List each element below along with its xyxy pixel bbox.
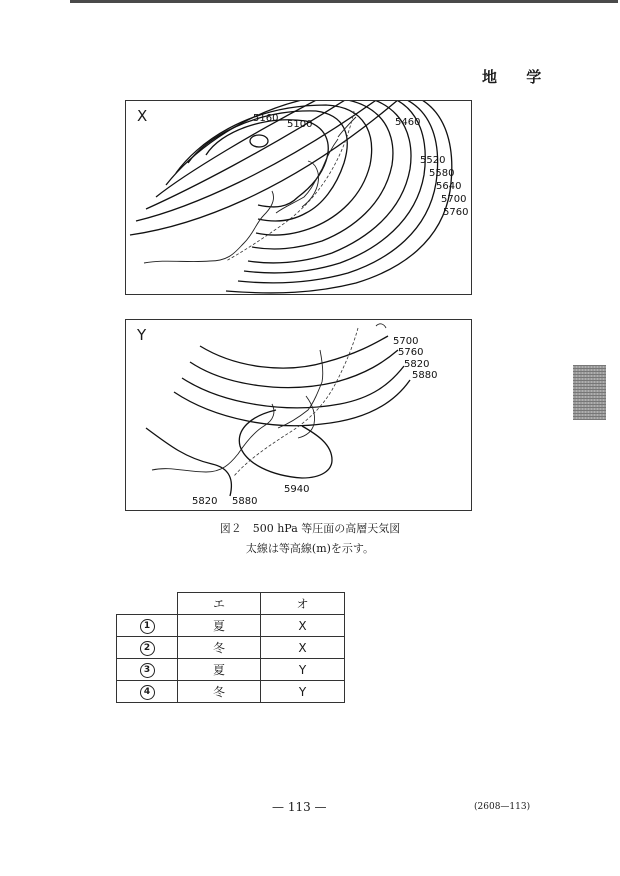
- table-row: [117, 659, 345, 681]
- contour-label: 5700: [393, 336, 419, 347]
- coastline: [144, 191, 274, 263]
- table-cell: X: [261, 615, 345, 637]
- table-header-cell: [117, 593, 178, 615]
- contour-line: [146, 101, 425, 273]
- contour-label: 5640: [436, 181, 462, 192]
- choice-number: [117, 637, 178, 659]
- contour-label: 5580: [429, 168, 455, 179]
- weather-map-x: [125, 100, 472, 295]
- top-rule: [70, 0, 618, 3]
- map-y-drawing: [126, 320, 471, 510]
- contour-label: 5160: [253, 113, 279, 124]
- choice-number: [117, 615, 178, 637]
- contour-low-closed: [250, 135, 268, 147]
- contour-line: [146, 428, 231, 496]
- page-number: — 113 —: [272, 800, 327, 814]
- section-tab-marker: [573, 365, 606, 420]
- contour-label: 5460: [395, 117, 421, 128]
- table-cell: 夏: [178, 659, 261, 681]
- table-cell: 夏: [178, 615, 261, 637]
- contour-label: 5880: [232, 496, 258, 507]
- contour-line: [239, 410, 332, 478]
- table-header-row: [117, 593, 345, 615]
- coastline: [376, 324, 386, 328]
- table-cell: Y: [261, 659, 345, 681]
- table-header-cell: オ: [261, 593, 345, 615]
- contour-label: 5760: [443, 207, 469, 218]
- table-cell: 冬: [178, 637, 261, 659]
- choice-number-circle: 2: [140, 641, 155, 656]
- answer-table: [116, 592, 345, 703]
- table-cell: X: [261, 637, 345, 659]
- table-cell: 冬: [178, 681, 261, 703]
- choice-number-circle: 1: [140, 619, 155, 634]
- weather-map-y: [125, 319, 472, 511]
- map-x-drawing: [126, 101, 471, 294]
- contour-label: 5820: [192, 496, 218, 507]
- choice-number-circle: 3: [140, 663, 155, 678]
- table-row: [117, 681, 345, 703]
- table-cell: Y: [261, 681, 345, 703]
- table-header-cell: エ: [178, 593, 261, 615]
- contour-label: 5520: [420, 155, 446, 166]
- contour-line: [156, 101, 411, 263]
- coastline: [152, 404, 274, 472]
- contour-line: [190, 350, 398, 388]
- contour-label: 5940: [284, 484, 310, 495]
- contour-label: 5700: [441, 194, 467, 205]
- map-y-label: Y: [137, 326, 147, 344]
- figure-caption-note: 太線は等高線(m)を示す。: [245, 542, 375, 555]
- map-x-label: X: [137, 107, 148, 125]
- contour-line: [200, 336, 388, 368]
- figure-caption: 図２ 500 hPa 等圧面の高層天気図: [219, 522, 401, 535]
- page-code: (2608—113): [474, 802, 531, 812]
- table-row: [117, 637, 345, 659]
- contour-label: 5100: [287, 119, 313, 130]
- contour-label: 5880: [412, 370, 438, 381]
- contour-line: [174, 380, 410, 426]
- contour-label: 5820: [404, 359, 430, 370]
- table-row: [117, 615, 345, 637]
- subject-title: 地 学: [482, 68, 554, 86]
- choice-number: [117, 681, 178, 703]
- coastline: [278, 350, 323, 428]
- boundary-line: [234, 328, 358, 476]
- choice-number: [117, 659, 178, 681]
- contour-label: 5760: [398, 347, 424, 358]
- choice-number-circle: 4: [140, 685, 155, 700]
